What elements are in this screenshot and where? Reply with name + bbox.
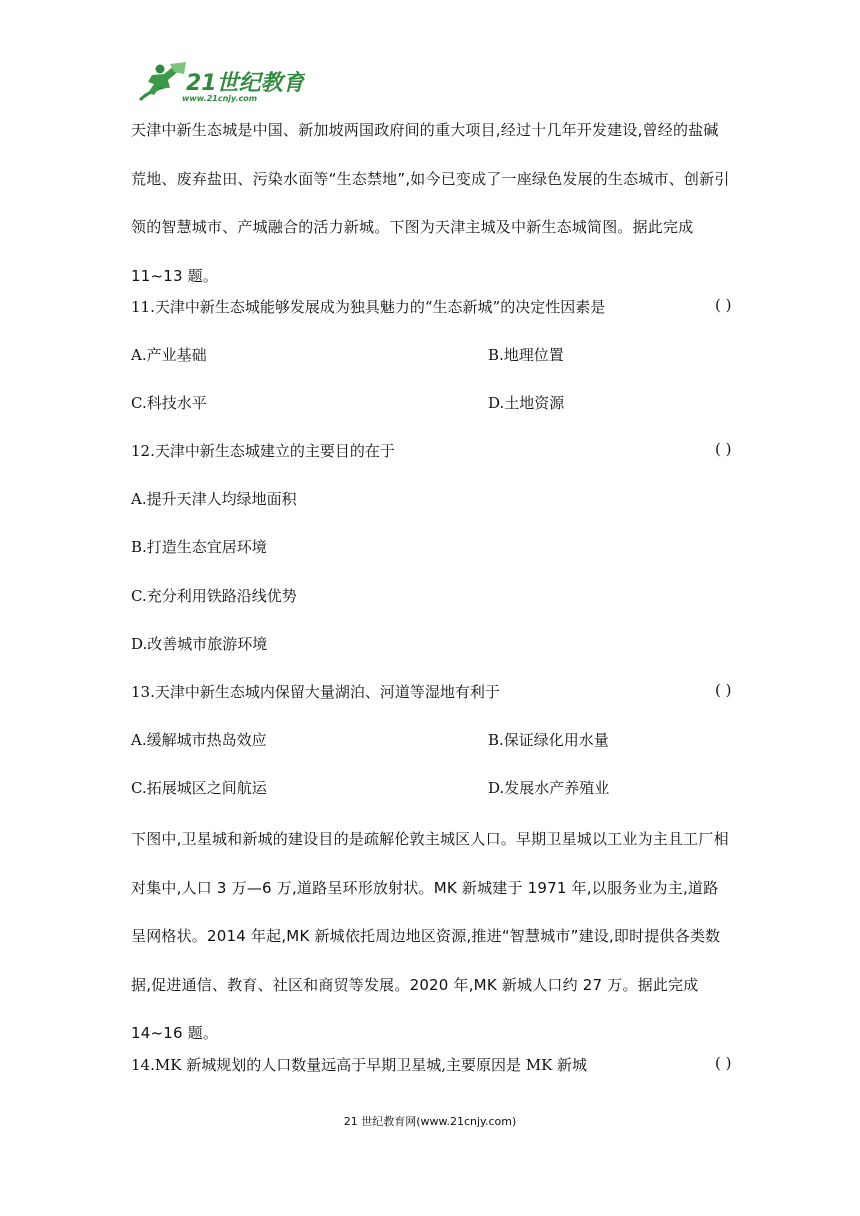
q14-stem: 14.MK 新城规划的人口数量远高于早期卫星城,主要原因是 MK 新城 [131,1056,588,1074]
q12-option-c: C.充分利用铁路沿线优势 [131,587,297,605]
q14-answer-paren: ( ) [715,1054,732,1072]
q11-option-a: A.产业基础 [131,346,207,364]
logo-text: 21世纪教育 [186,71,305,96]
q12-stem: 12.天津中新生态城建立的主要目的在于 [131,442,395,460]
intro-paragraph-1: 天津中新生态城是中国、新加坡两国政府间的重大项目,经过十几年开发建设,曾经的盐碱荒地、废弃盐田、污染水面等“生态禁地”,如今已变成了一座绿色发展的生态城市、创新引领的智慧城市、产城融合的活力新城。下图为天津主城及中新生态城简图。据此完成 11~13 题。 [131,121,730,285]
q13-option-a: A.缓解城市热岛效应 [131,731,267,749]
runner-icon [140,62,186,100]
q11-stem: 11.天津中新生态城能够发展成为独具魅力的“生态新城”的决定性因素是 [131,298,606,316]
q12-option-a: A.提升天津人均绿地面积 [131,490,297,508]
q13-stem: 13.天津中新生态城内保留大量湖泊、河道等湿地有利于 [131,683,500,701]
q13-option-d: D.发展水产养殖业 [488,779,610,797]
q12-answer-paren: ( ) [715,440,732,458]
q12-option-b: B.打造生态宜居环境 [131,538,267,556]
q11-option-b: B.地理位置 [488,346,564,364]
q13-answer-paren: ( ) [715,681,732,699]
intro-paragraph-2: 下图中,卫星城和新城的建设目的是疏解伦敦主城区人口。早期卫星城以工业为主且工厂相对集中,人口 3 万—6 万,道路呈环形放射状。MK 新城建于 1971 年,以服务业为主,道路呈网格状。2014 年起,MK 新城依托周边地区资源,推进“智慧城市”建设,即时提供各类数据,促进通信、教育、社区和商贸等发展。2020 年,MK 新城人口约 27 万。据此完成 14~16 题。 [131,830,729,1042]
q12-option-d: D.改善城市旅游环境 [131,635,268,653]
q11-answer-paren: ( ) [715,296,732,314]
logo-url: www.21cnjy.com [182,94,258,103]
q13-option-c: C.拓展城区之间航运 [131,779,267,797]
logo [130,60,305,104]
q11-option-d: D.土地资源 [488,394,565,412]
page-footer: 21 世纪教育网(www.21cnjy.com) [343,1115,517,1128]
q11-option-c: C.科技水平 [131,394,207,412]
q13-option-b: B.保证绿化用水量 [488,731,609,749]
